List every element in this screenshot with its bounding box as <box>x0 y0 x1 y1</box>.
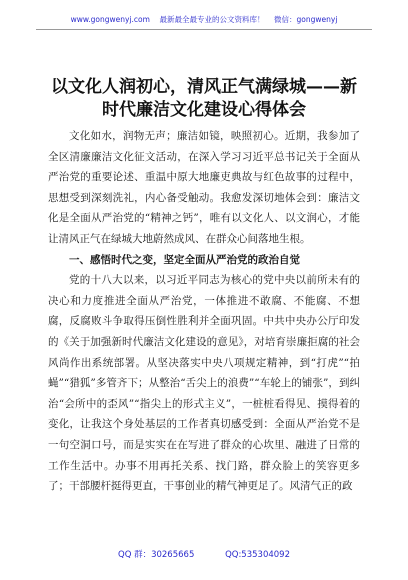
document-title <box>36 76 372 122</box>
site-tagline: 最新最全最专业的公文资料库！ <box>159 15 265 24</box>
title-line-1: 以文化人润初心，清风正气满绿城——新 <box>51 77 357 97</box>
qq-group: QQ 群：30265665 <box>118 550 195 560</box>
document-body <box>48 126 360 497</box>
intro-paragraph: 文化如水，润物无声；廉洁如镜，映照初心。近期，我参加了全区清廉廉洁文化征文活动，在深入学习习近平总书记关于全面从严治党的重要论述、重温中原大地廉吏典故与红色故事的过程中，思想受到深刻洗礼，内心备受触动。我愈发深切地体会到：廉洁文化是全面从严治党的“精神之钙”，唯有以文化人、以文润心，才能让清风正气在绿城大地蔚然成风、在群众心间落地生根。 <box>48 130 360 245</box>
section-heading: 一、感悟时代之变，坚定全面从严治党的政治自觉 <box>69 253 300 266</box>
section-paragraph: 党的十八大以来，以习近平同志为核心的党中央以前所未有的决心和力度推进全面从严治党，一体推进不敢腐、不能腐、不想腐，反腐败斗争取得压倒性胜利并全面巩固。中共中央办公厅印发的《关于加强新时代廉洁文化建设的意见》，对培育崇廉拒腐的社会风尚作出系统部署。从坚决落实中央八项规定精神，到“打虎”“拍蝇”“猎狐”多管齐下；从整治“舌尖上的浪费”“车轮上的铺张”，到纠治“会所中的歪风”“指尖上的形式主义”，一桩桩看得见、摸得着的变化，让我这个身处基层的工作者真切感受到：全面从严治党不是一句空洞口号，而是实实在在写进了群众的心坎里、融进了日常的工作生活中。办事不用再托关系、找门路，群众脸上的笑容更多了；干部腰杆挺得更直，干事创业的精气神更足了。风清气正的政 <box>48 274 360 493</box>
site-url: www.gongwenyj.com <box>70 15 150 24</box>
wechat-id: 微信：gongwenyj <box>274 15 338 24</box>
page-footer <box>0 548 408 560</box>
title-line-2: 时代廉洁文化建设心得体会 <box>102 100 306 120</box>
header-divider <box>36 29 372 30</box>
page-header <box>0 14 408 25</box>
qq-contact: QQ:535304092 <box>225 550 290 560</box>
